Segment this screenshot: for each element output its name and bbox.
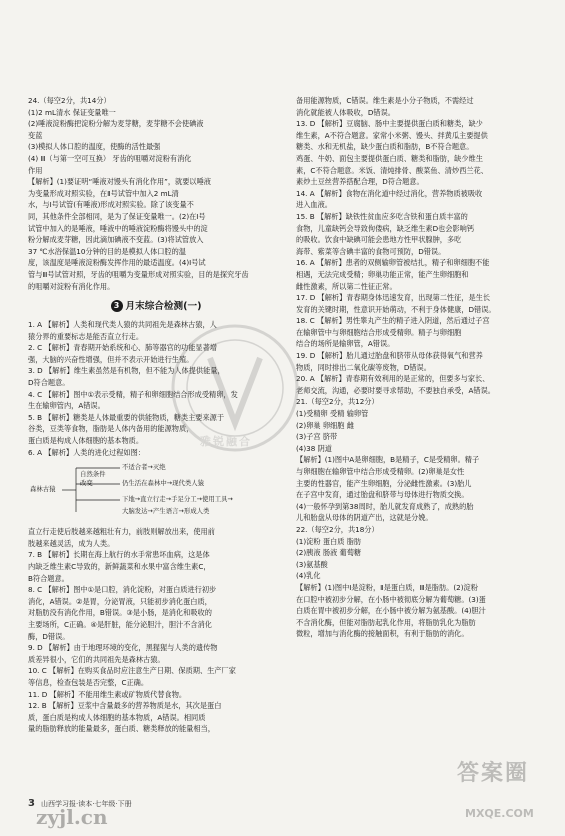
text-line: 6. A 【解析】人类的进化过程如图： <box>28 447 145 457</box>
answers-7-12-block <box>28 526 284 735</box>
site-watermark: zyjl.cn <box>36 805 108 829</box>
text-line: B符合题意。 <box>28 573 69 583</box>
text-line: 结合的场所是输卵管，A错误。 <box>296 339 395 349</box>
watermark-seal <box>140 318 330 478</box>
text-line: 量的脂肪释放的能量最多，蛋白质、糖类释放的能量相当， <box>28 724 215 734</box>
page-number: 3 <box>28 798 35 809</box>
text-line: 为变量形成对照实验，在Ⅱ号试管中加入2 mL清 <box>28 188 179 198</box>
text-line: 相遇，无法完成受精；卵巢功能正常，能产生卵细胞和 <box>296 269 469 279</box>
text-line: 直立行走使后肢越来越粗壮有力，前肢则解放出来，使用前 <box>28 527 215 537</box>
text-line: 备用能源物质，C错误。维生素是小分子物质，不需经过 <box>296 96 474 105</box>
text-line: (1)2 mL清水 保证变量唯一 <box>28 107 116 117</box>
text-line: (1)受精卵 受精 输卵管 <box>296 409 369 419</box>
text-line: 对脂肪没有消化作用，B错误。③是小肠，是消化和吸收的 <box>28 608 212 618</box>
text-line: 维生素，A不符合题意。家常小米粥、馒头、拌黄瓜主要提供 <box>296 130 488 140</box>
text-line: 的吸收。饮食中缺碘可能会患地方性甲状腺肿，多吃 <box>296 235 462 245</box>
text-line: 糖类、水和无机盐，缺少蛋白质和脂肪，B不符合题意。 <box>296 142 474 152</box>
section-title: 月末综合检测(一) <box>125 301 202 313</box>
text-line: (1)淀粉 蛋白质 脂肪 <box>296 536 362 546</box>
watermark-seal-graphic <box>140 318 330 478</box>
text-line: 15. B 【解析】缺铁性贫血应多吃含铁和蛋白质丰富的 <box>296 211 468 221</box>
text-line: 【解析】(1)图中A是卵细胞，B是精子，C是受精卵。精子 <box>296 455 480 465</box>
text-line: (4)38 阴道 <box>296 443 332 453</box>
text-line: 【解析】(1)要证明“唾液对馒头有消化作用”，就要以唾液 <box>28 177 211 187</box>
text-line: 4. C 【解析】图中①表示受精，精子和卵细胞结合形成受精卵，发 <box>28 389 238 399</box>
text-line: 食物，儿童缺钙会导致佝偻病，缺乏维生素D也会影响钙 <box>296 223 475 233</box>
section-number-badge: 3 <box>111 300 123 312</box>
text-line: (3)模拟人体口腔的温度，使酶的活性最强 <box>28 142 161 152</box>
text-line: 3. D 【解析】维生素虽然是有机物，但不能为人体提供能量， <box>28 366 225 376</box>
text-line: 水，与Ⅰ号试管(有唾液)形成对照实验。除了该变量不 <box>28 200 194 210</box>
text-line: 质，蛋白质是构成人体细胞的基本物质，A错误。相同质 <box>28 712 206 722</box>
text-line: 12. B 【解析】豆浆中含量最多的营养物质是水，其次是蛋白 <box>28 701 222 711</box>
evolution-branch-label: 自然条件 改变 <box>80 470 106 488</box>
text-line: 老师交流，沟通，必要时要寻求帮助，不要独自承受，A错误。 <box>296 385 495 395</box>
text-line: 20. A 【解析】青春期有效利用的是正常的，但要多与家长、 <box>296 374 490 384</box>
text-line: 试管中加入的是唾液，唾液中的唾液淀粉酶将馒头中的淀 <box>28 223 208 233</box>
corner-watermark-logo <box>455 762 553 832</box>
evolution-branch-c: 下地→直立行走→手足分工→使用工具→ <box>122 495 233 504</box>
evolution-branch-b: 仍生活在森林中→现代类人猿 <box>122 479 205 488</box>
evolution-branch-d: 大脑发达→产生语言→形成人类 <box>122 507 210 516</box>
text-line: (4)一般怀孕到第38周时，胎儿就发育成熟了，成熟的胎 <box>296 501 474 511</box>
text-line: 管与Ⅲ号试管对照，牙齿的咀嚼为变量形成对照实验，目的是探究牙齿 <box>28 269 249 279</box>
text-line: 消化就能被人体吸收，D错误。 <box>296 107 395 117</box>
evolution-root-label: 森林古猿 <box>30 485 56 494</box>
text-line: 9. D 【解析】由于地理环境的变化，黑猩猩与人类的遗传物 <box>28 643 218 653</box>
text-line: 1. A 【解析】人类和现代类人猿的共同祖先是森林古猿，人 <box>28 320 217 330</box>
text-line: 17. D 【解析】青春期身体迅速发育，出现第二性征，是生长 <box>296 293 491 303</box>
text-line: 在子宫中发育，通过胎盘和脐带与母体进行物质交换。 <box>296 490 469 500</box>
text-line: 与卵细胞在输卵管中结合形成受精卵。(2)卵巢是女性 <box>296 467 465 476</box>
text-line: 粉分解成麦芽糖，因此滴加碘液不变蓝。(3)将试管放入 <box>28 235 204 245</box>
text-line: 在口腔中被初步分解，在小肠中被彻底分解为葡萄糖。(3)蛋 <box>296 594 486 604</box>
text-line: 猿分界的重要标志是能否直立行走。 <box>28 331 144 341</box>
text-line: 质差异很小，它们的共同祖先是森林古猿。 <box>28 654 165 664</box>
text-line: (2)卵巢 卵细胞 雌 <box>296 420 354 430</box>
text-line: 在输卵管中与卵细胞结合形成受精卵。精子与卵细胞 <box>296 327 462 337</box>
text-line: 发育的关键时期，性意识开始萌动，不利于身体健康，D错误。 <box>296 304 496 314</box>
text-line: (3)子宫 脐带 <box>296 432 338 442</box>
text-line: 素炒土豆丝营养搭配合理，D符合题意。 <box>296 177 424 187</box>
text-line: 儿和胎盘从母体的阴道产出，这就是分娩。 <box>296 513 433 523</box>
text-line: (2)唾液淀粉酶把淀粉分解为麦芽糖，麦芽糖不会使碘液 <box>28 119 204 129</box>
answer-24-block <box>28 95 284 292</box>
text-line: 13. D 【解析】豆腐脑、肠中主要提供蛋白质和糖类，缺少 <box>296 119 483 129</box>
text-line: 【解析】(1)图中Ⅰ是淀粉，Ⅱ是蛋白质，Ⅲ是脂肪。(2)淀粉 <box>296 582 478 592</box>
text-line: 进入血液。 <box>296 200 332 210</box>
text-line: 11. D 【解析】不能用维生素或矿物质代替食物。 <box>28 689 187 699</box>
text-line: 等信息，检查包装是否完整，C正确。 <box>28 677 149 687</box>
text-line: 变蓝 <box>28 130 43 140</box>
text-line: 内缺乏维生素C导致的，新鲜蔬菜和水果中富含维生素C， <box>28 562 211 571</box>
text-line: 海带、紫菜等含碘丰富的食物可预防，D错误。 <box>296 246 446 256</box>
text-line: 10. C 【解析】在购买食品时应注意生产日期、保质期、生产厂家 <box>28 666 236 676</box>
text-line: 主要的性器官，能产生卵细胞，分泌雌性激素。(3)胎儿 <box>296 478 472 488</box>
text-line: (4) Ⅲ（与第一空可互换） 牙齿的咀嚼对淀粉有消化 <box>28 153 192 163</box>
text-line: 生在输卵管内，A错误。 <box>28 401 105 411</box>
text-line: 雌性激素，所以第二性征正常。 <box>296 281 397 291</box>
text-line: (3)氨基酸 <box>296 559 328 569</box>
text-line: 鸡蛋、牛奶、面包主要提供蛋白质、糖类和脂肪，缺少维生 <box>296 153 483 163</box>
text-line: 微粒，增加与消化酶的接触面积，有利于脂肪的消化。 <box>296 629 469 639</box>
text-line: 白质在胃中被初步分解，在小肠中被分解为氨基酸。(4)胆汁 <box>296 606 486 616</box>
text-line: 消化，A错误。②是胃，分泌胃液，只能初步消化蛋白质， <box>28 596 212 606</box>
text-line: D符合题意。 <box>28 378 70 388</box>
text-line: 2. C 【解析】青春期开始系统和心、肺等器官的功能显著增 <box>28 343 217 353</box>
text-line: 强，大脑的兴奋性增强，但并不表示开始进行生殖。 <box>28 354 194 364</box>
text-line: 16. A 【解析】患者的双侧输卵管被结扎，精子和卵细胞不能 <box>296 258 490 268</box>
right-column <box>296 95 552 640</box>
text-line: 24.（每空2分，共14分） <box>28 96 111 105</box>
text-line: 作用 <box>28 165 43 175</box>
corner-logo-url: MXQE.COM <box>465 807 534 820</box>
text-line: 酶，D错误。 <box>28 631 70 641</box>
section-heading <box>28 300 284 313</box>
text-line: 21.（每空2分，共12分） <box>296 397 379 407</box>
text-line: 18. C 【解析】男性睾丸产生的精子进入阴道，然后通过子宫 <box>296 316 490 326</box>
text-line: 7. B 【解析】长期在海上航行的水手常患坏血病，这是体 <box>28 550 210 560</box>
text-line: 37 ℃水浴保温10分钟的目的是模拟人体口腔的温 <box>28 246 187 256</box>
text-line: (4)乳化 <box>296 571 321 581</box>
text-line: 度，该温度是唾液淀粉酶发挥作用的最适温度。(4)Ⅰ号试 <box>28 258 206 268</box>
text-line: 不含消化酶，但能对脂肪起乳化作用，将脂肪乳化为脂肪 <box>296 617 476 627</box>
text-line: (2)胰液 肠液 葡萄糖 <box>296 548 362 558</box>
text-line: 肢越来越灵活，成为人类。 <box>28 538 115 548</box>
watermark-text: 雅锐融合 <box>200 435 252 448</box>
text-line: 主要场所，C正确。④是肝脏，能分泌胆汁，胆汁不含消化 <box>28 619 212 629</box>
text-line: 谷类，豆类等食物，脂肪是人体内备用的能源物质， <box>28 424 194 434</box>
text-line: 物质，同时排出二氧化碳等废物，D错误。 <box>296 362 431 372</box>
text-line: 19. D 【解析】胎儿通过胎盘和脐带从母体获得氧气和营养 <box>296 351 483 361</box>
text-line: 14. A 【解析】食物在消化道中经过消化，营养物质被吸收 <box>296 188 483 198</box>
text-line: 8. C 【解析】图中①是口腔，消化淀粉，对蛋白质进行初步 <box>28 585 217 595</box>
evolution-branch-a: 不适合者→灭绝 <box>122 463 166 472</box>
answers-13-22-block <box>296 95 552 640</box>
text-line: 的咀嚼对淀粉有消化作用。 <box>28 281 115 291</box>
text-line: 同，其他条件全部相同，是为了保证变量唯一。(2)在Ⅰ号 <box>28 211 206 221</box>
footer-title: 山西学习报·读本·七年级·下册 <box>40 800 132 808</box>
text-line: 素，C不符合题意。米饭、清炖排骨、酸菜鱼、清炒西兰花、 <box>296 165 488 175</box>
corner-logo-text: 答案圈 <box>457 761 530 786</box>
text-line: 22.（每空2分，共18分） <box>296 524 379 534</box>
text-line: 蛋白质是构成人体细胞的基本物质。 <box>28 436 144 446</box>
text-line: 5. B 【解析】糖类是人体最重要的供能物质，糖类主要来源于 <box>28 412 225 422</box>
